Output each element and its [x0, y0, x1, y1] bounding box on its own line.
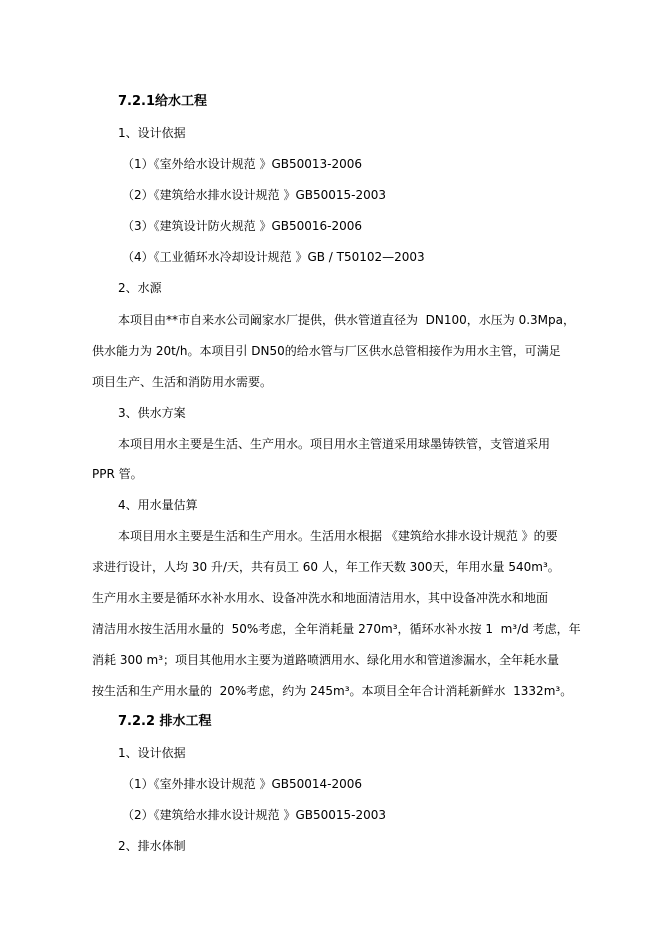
standard-item: （1）《室外排水设计规范 》GB50014-2006 [122, 777, 363, 791]
paragraph-line: 求进行设计，人均 30 升/天，共有员工 60 人，年工作天数 300天，年用水量 540m³。 [92, 560, 560, 574]
paragraph-line: 本项目用水主要是生活、生产用水。项目用水主管道采用球墨铸铁管，支管道采用 [118, 437, 551, 451]
standard-item: （1）《室外给水设计规范 》GB50013-2006 [122, 157, 363, 171]
paragraph-line: PPR 管。 [92, 467, 143, 481]
standard-item: （3）《建筑设计防火规范 》GB50016-2006 [122, 219, 363, 233]
design-basis-title: 1、设计依据 [118, 746, 186, 760]
design-basis-title: 1、设计依据 [118, 126, 186, 140]
standard-item: （2）《建筑给水排水设计规范 》GB50015-2003 [122, 808, 387, 822]
paragraph-line: 本项目用水主要是生活和生产用水。生活用水根据 《建筑给水排水设计规范 》的要 [118, 529, 558, 543]
standard-item: （4）《工业循环水冷却设计规范 》GB / T50102—2003 [122, 250, 425, 264]
paragraph-line: 本项目由**市自来水公司阚家水厂提供，供水管道直径为 DN100，水压为 0.3Mpa， [118, 313, 575, 327]
standard-item: （2）《建筑给水排水设计规范 》GB50015-2003 [122, 188, 387, 202]
paragraph-line: 消耗 300 m³；项目其他用水主要为道路喷洒用水、绿化用水和管道渗漏水，全年耗水量 [92, 653, 560, 667]
paragraph-line: 项目生产、生活和消防用水需要。 [92, 375, 273, 389]
supply-plan-title: 3、供水方案 [118, 406, 186, 420]
paragraph-line: 供水能力为 20t/h。本项目引 DN50的给水管与厂区供水总管相接作为用水主管，可满足 [92, 344, 561, 358]
paragraph-line: 生产用水主要是循环水补水用水、设备冲洗水和地面清洁用水，其中设备冲洗水和地面 [92, 591, 549, 605]
section-heading-water-supply: 7.2.1给水工程 [118, 94, 208, 109]
paragraph-line: 清洁用水按生活用水量的 50%考虑，全年消耗量 270m³，循环水补水按 1 m³/d 考虑，年 [92, 622, 581, 636]
water-source-title: 2、水源 [118, 281, 162, 295]
paragraph-line: 按生活和生产用水量的 20%考虑，约为 245m³。本项目全年合计消耗新鲜水 1332m³。 [92, 684, 573, 698]
drainage-system-title: 2、排水体制 [118, 839, 186, 853]
estimate-title: 4、用水量估算 [118, 498, 198, 512]
section-heading-drainage: 7.2.2 排水工程 [118, 714, 212, 729]
